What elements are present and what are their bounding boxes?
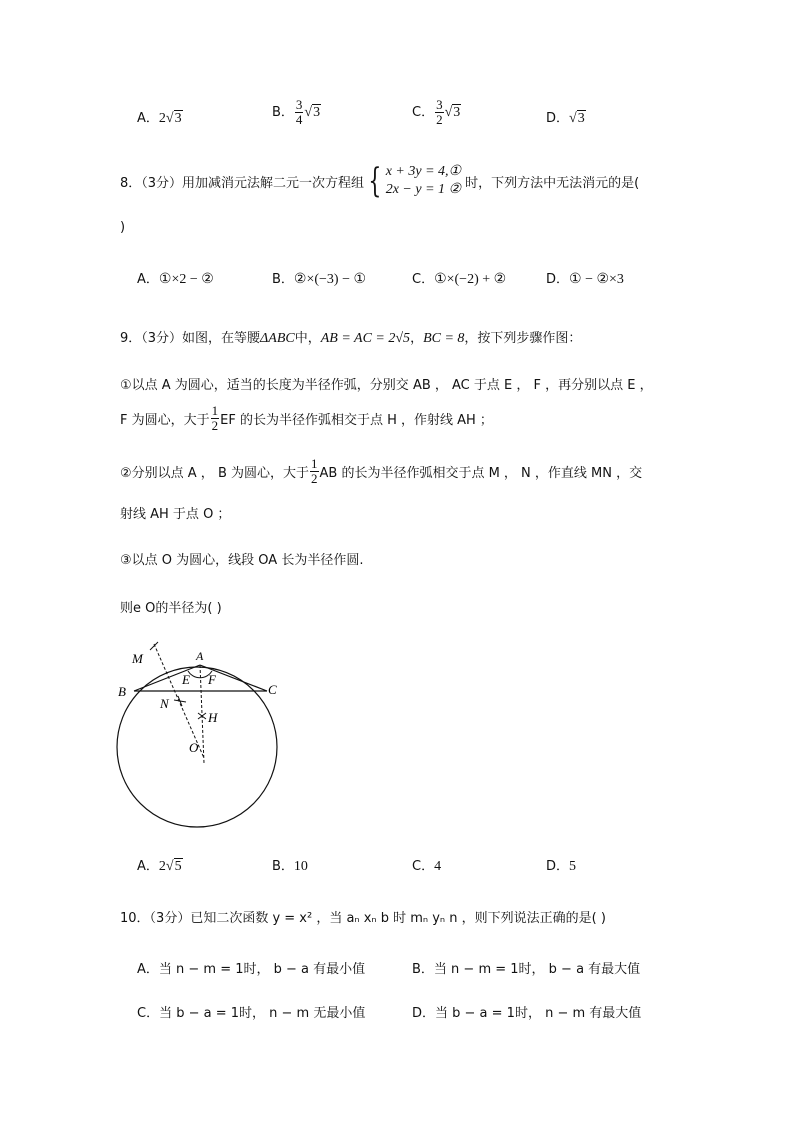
q9-step3: ③以点 O 为圆心，线段 OA 长为半径作圆. [120,553,364,568]
q7-option-a: A．2√3 [137,111,182,126]
q8-stem: 8．（3分）用加减消元法解二元一次方程组 { x + 3y = 4,① 2x − y = 1 ② 时，下列方法中无法消元的是( [120,161,640,201]
q10-stem: 10．（3分）已知二次函数 y = x² ，当 aₙ xₙ b 时 mₙ yₙ n ，则下列说法正确的是( ) [120,911,606,926]
label-o: O [189,740,199,755]
label-m: M [132,651,143,666]
q10-option-d: D．当 b − a = 1时， n − m 有最大值 [412,1006,642,1021]
label-c: C [268,682,277,697]
label-b: B [118,684,126,699]
equation-2: 2x − y = 1 ② [385,182,462,197]
q10-option-a: A．当 n − m = 1时， b − a 有最小值 [137,962,366,977]
label-e: E [182,672,190,687]
q7-option-c: C． $\frac{3}{2}$ √3 [412,97,461,127]
q9-step2-line2: 射线 AH 于点 O ； [120,507,231,522]
system-brace: { [368,161,382,201]
arc-m [150,642,158,650]
arc-h [198,713,206,719]
q10-option-c: C．当 b − a = 1时， n − m 无最小值 [137,1006,366,1021]
geometry-figure [112,638,312,838]
ray-ah [200,665,204,763]
q9-step2-line1: ②分别以点 A ， B 为圆心，大于 $\frac{1}{2}$ AB 的长为半径作弧相交于点 M ， N ，作直线 MN ，交 [120,456,643,486]
q8-option-c: C．①×(−2) + ② [412,272,507,287]
q9-step1-line2: F 为圆心，大于 $\frac{1}{2}$ EF 的长为半径作弧相交于点 H ，作射线 AH ； [120,403,493,433]
q9-option-c: C．4 [412,859,442,874]
label-h: H [208,710,218,725]
label-f: F [208,672,216,687]
q8-close-paren: ) [120,220,126,235]
q8-option-d: D．① − ②×3 [546,272,624,287]
q9-option-d: D．5 [546,859,577,874]
q7-option-d: D．√3 [546,111,585,126]
q9-question: 则e O的半径为( ) [120,601,222,616]
q9-option-a: A．2√5 [137,859,182,874]
q8-option-b: B．②×(−3) − ① [272,272,367,287]
q9-step1-line1: ①以点 A 为圆心，适当的长度为半径作弧，分别交 AB ， AC 于点 E ， F ，再分别以点 E ， [120,378,653,393]
label-a: A [196,649,204,663]
q9-option-b: B．10 [272,859,308,874]
q10-option-b: B．当 n − m = 1时， b − a 有最大值 [412,962,641,977]
q8-option-a: A．①×2 − ② [137,272,214,287]
q9-stem: 9．（3分）如图，在等腰ΔABC中，AB = AC = 2√5，BC = 8，按下列步骤作图： [120,331,582,346]
q7-option-b: B． $\frac{3}{4}$ √3 [272,97,321,127]
equation-1: x + 3y = 4,① [385,164,462,179]
label-n: N [160,696,169,711]
segment-ab [134,665,200,691]
